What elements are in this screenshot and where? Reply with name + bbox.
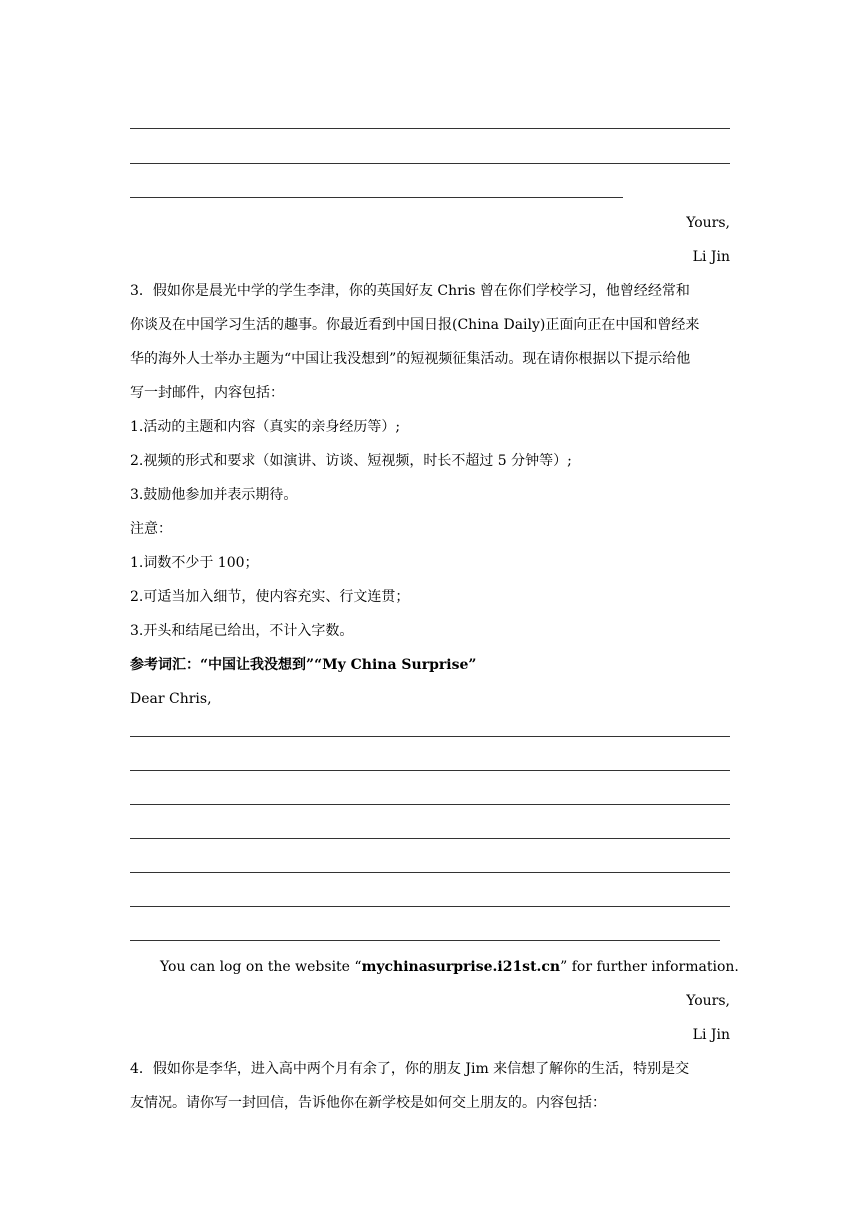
answer-line <box>130 940 720 941</box>
website-text-before: You can log on the website “ <box>160 959 362 975</box>
q3-signature: Li Jin <box>692 1027 730 1043</box>
q3-note-2: 2.可适当加入细节，使内容充实、行文连贯； <box>130 589 410 605</box>
q3-greeting: Dear Chris, <box>130 691 212 707</box>
q3-prompt-line-4: 写一封邮件，内容包括： <box>130 385 284 401</box>
q3-prompt-line-2: 你谈及在中国学习生活的趣事。你最近看到中国日报(China Daily)正面向正在中国和曾经来 <box>130 317 700 333</box>
answer-line <box>130 128 730 129</box>
answer-line <box>130 736 730 737</box>
q3-point-1: 1.活动的主题和内容（真实的亲身经历等）; <box>130 419 401 435</box>
q3-note-3: 3.开头和结尾已给出，不计入字数。 <box>130 623 354 639</box>
q3-vocabulary <box>130 655 730 675</box>
q2-signature: Li Jin <box>692 249 730 265</box>
q2-sign-off: Yours, <box>686 215 730 231</box>
q3-point-2: 2.视频的形式和要求（如演讲、访谈、短视频，时长不超过 5 分钟等）; <box>130 453 572 469</box>
answer-line <box>130 838 730 839</box>
vocab-text: 参考词汇：“中国让我没想到”“My China Surprise” <box>130 657 477 673</box>
q4-prompt-line-1: 4．假如你是李华，进入高中两个月有余了，你的朋友 Jim 来信想了解你的生活，特别是交 <box>130 1061 690 1077</box>
q3-notes-title: 注意： <box>130 521 172 537</box>
answer-line <box>130 804 730 805</box>
answer-line <box>130 872 730 873</box>
q3-sign-off: Yours, <box>686 993 730 1009</box>
q3-prompt-line-1: 3．假如你是晨光中学的学生李津，你的英国好友 Chris 曾在你们学校学习，他曾经经常和 <box>130 283 690 299</box>
website-url: mychinasurprise.i21st.cn <box>361 959 561 975</box>
q3-note-1: 1.词数不少于 100； <box>130 555 259 571</box>
answer-line <box>130 197 623 198</box>
website-text-after: ” for further information. <box>560 959 739 975</box>
q3-prompt-line-3: 华的海外人士举办主题为“中国让我没想到”的短视频征集活动。现在请你根据以下提示给他 <box>130 351 691 367</box>
q4-prompt-line-2: 友情况。请你写一封回信，告诉他你在新学校是如何交上朋友的。内容包括： <box>130 1095 606 1111</box>
q3-website-line <box>160 957 760 977</box>
answer-line <box>130 906 730 907</box>
answer-line <box>130 163 730 164</box>
q3-point-3: 3.鼓励他参加并表示期待。 <box>130 487 298 503</box>
answer-line <box>130 770 730 771</box>
